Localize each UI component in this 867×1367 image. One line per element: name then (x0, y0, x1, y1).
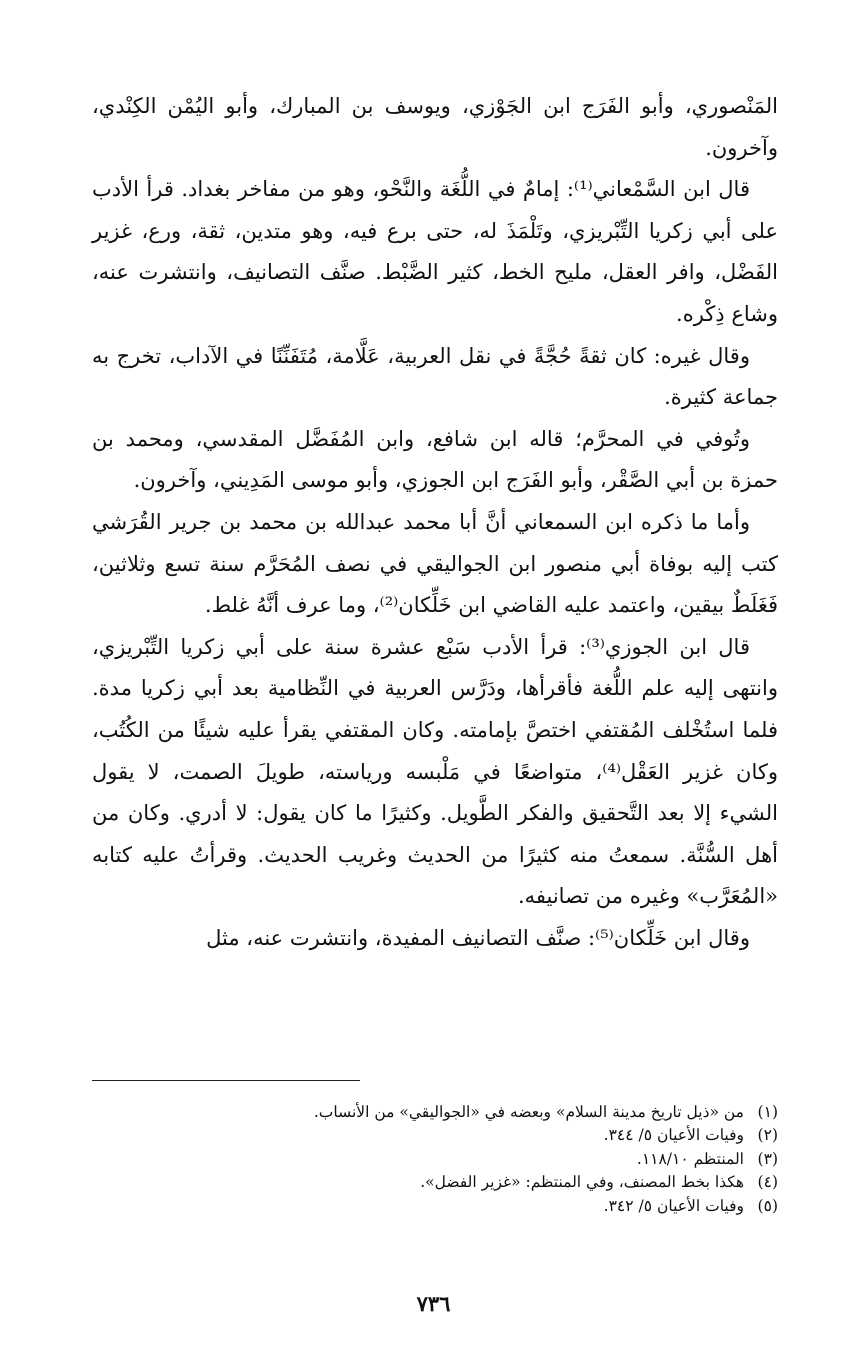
paragraph-6: قال ابن الجوزي⁽³⁾: قرأ الأدب سَبْع عشرة سنة على أبي زكريا التِّبْريزي، وانتهى إليه علم اللُّغة فأقرأها، ودَرَّس العربية في النِّظامية بعد أبي زكريا مدة. فلما استُخْلف المُقتفي اختصَّ بإمامته. وكان المقتفي يقرأ عليه شيئًا من الكُتُب، وكان غزير العَقْل⁽⁴⁾، متواضعًا في مَلْبسه ورياسته، طويلَ الصمت، لا يقول الشيء إلا بعد التَّحقيق والفكر الطَّويل. وكثيرًا ما كان يقول: لا أدري. وكان من أهل السُّنَّة. سمعتُ منه كثيرًا من الحديث وغريب الحديث. وقرأتُ عليه كتابه «المُعَرَّب» وغيره من تصانيفه. (92, 634, 778, 909)
footnote-text: من «ذيل تاريخ مدينة السلام» وبعضه في «الجواليقي» من الأنساب. (313, 1103, 744, 1121)
footnote-item (92, 1148, 778, 1171)
paragraph-1: المَنْصوري، وأبو الفَرَج ابن الجَوْزي، ويوسف بن المبارك، وأبو اليُمْن الكِنْدي، وآخرون. (92, 94, 778, 160)
main-text (92, 86, 778, 959)
footnote-text: المنتظم ١١٨/١٠. (636, 1149, 744, 1168)
footnote-number: (١) (757, 1103, 778, 1121)
page-body (92, 86, 778, 959)
footnote-number: (٣) (757, 1149, 778, 1168)
footnote-number: (٥) (757, 1196, 778, 1215)
footnote-text: هكذا بخط المصنف، وفي المنتظم: «غزير الفضل». (420, 1173, 744, 1192)
footnotes (92, 1101, 778, 1218)
footnote-item (92, 1195, 778, 1218)
footnote-text: وفيات الأعيان ٥/ ٣٤٤. (603, 1126, 744, 1145)
paragraph-2: قال ابن السَّمْعاني⁽¹⁾: إمامٌ في اللُّغَة والنَّحْو، وهو من مفاخر بغداد. قرأ الأدب على أبي زكريا التِّبْريزي، وتَلْمَذَ له، حتى برع فيه، وهو متدين، ثقة، ورع، غزير الفَضْل، وافر العقل، مليح الخط، كثير الضَّبْط. صنَّف التصانيف، وانتشرت عنه، وشاع ذِكْره. (92, 177, 778, 326)
paragraph-3: وقال غيره: كان ثقةً حُجَّةً في نقل العربية، عَلَّامة، مُتَفَنِّنًا في الآداب، تخرج به جماعة كثيرة. (92, 343, 778, 410)
footnote-number: (٤) (757, 1173, 778, 1192)
footnote-text: وفيات الأعيان ٥/ ٣٤٢. (603, 1196, 744, 1215)
footnote-divider (92, 1080, 360, 1081)
paragraph-5: وأما ما ذكره ابن السمعاني أنَّ أبا محمد عبدالله بن محمد بن جرير القُرَشي كتب إليه بوفاة أبي منصور ابن الجواليقي في نصف المُحَرَّم سنة تسع وثلاثين، فَغَلَطٌ بيقين، واعتمد عليه القاضي ابن خَلِّكان⁽²⁾، وما عرف أنَّهُ غلط. (92, 509, 778, 618)
footnote-number: (٢) (757, 1126, 778, 1145)
paragraph-4: وتُوفي في المحرَّم؛ قاله ابن شافع، وابن المُفَضَّل المقدسي، ومحمد بن حمزة بن أبي الصَّقْر، وأبو الفَرَج ابن الجوزي، وأبو موسى المَدِيني، وآخرون. (92, 426, 778, 493)
footnote-item (92, 1101, 778, 1124)
footnote-item (92, 1124, 778, 1147)
footnote-item (92, 1171, 778, 1194)
paragraph-7: وقال ابن خَلِّكان⁽⁵⁾: صنَّف التصانيف المفيدة، وانتشرت عنه، مثل (206, 925, 750, 950)
page-number: ٧٣٦ (416, 1291, 451, 1316)
